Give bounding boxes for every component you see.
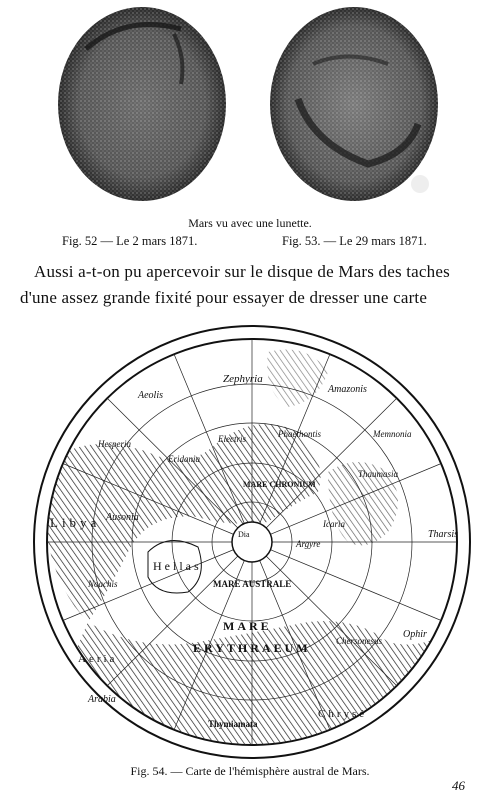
paragraph-line-1: Aussi a-t-on pu apercevoir sur le disque de Mars des taches — [34, 262, 450, 281]
paragraph-line-2: d'une assez grande fixité pour essayer de dresser une carte — [20, 288, 428, 307]
label-aeolis: Aeolis — [138, 390, 163, 401]
figure-54-caption: Fig. 54. — Carte de l'hémisphère austral de Mars. — [130, 764, 370, 778]
label-libya: Libya — [50, 515, 101, 530]
label-mare: MARE — [223, 619, 272, 633]
label-thymiamata: Thymiamata — [208, 719, 258, 729]
label-chersonesus: Chersonesus — [336, 636, 383, 646]
label-noachis: Noachis — [88, 579, 118, 589]
label-argyre: Argyre — [296, 539, 321, 549]
figure-53-caption: Fig. 53. — Le 29 mars 1871. — [282, 234, 427, 248]
label-arabia: Arabia — [88, 694, 116, 705]
label-amazonis: Amazonis — [328, 384, 367, 395]
label-ausonia: Ausonia — [106, 512, 139, 523]
label-electris: Electris — [218, 434, 246, 444]
figures-common-caption: Mars vu avec une lunette. — [188, 216, 312, 230]
label-dia: Dia — [238, 530, 250, 539]
label-erythraeum: ERYTHRAEUM — [193, 641, 311, 655]
figure-52-caption: Fig. 52 — Le 2 mars 1871. — [62, 234, 198, 248]
label-zephyria: Zephyria — [223, 373, 263, 385]
label-eridania: Eridania — [168, 454, 201, 464]
label-aeria: Aeria — [78, 653, 118, 665]
label-memnonia: Memnonia — [373, 429, 412, 439]
page-number: 46 — [452, 778, 465, 793]
label-hellas: Hellas — [153, 559, 202, 573]
label-phaethontis: Phaethontis — [278, 429, 321, 439]
label-mare-chronium: MARE CHRONIUM — [243, 480, 316, 489]
label-mare-australe: MARE AUSTRALE — [213, 579, 292, 589]
label-ophir: Ophir — [403, 629, 427, 640]
label-tharsis: Tharsis — [428, 529, 459, 540]
label-hesperia: Hesperia — [98, 439, 131, 449]
figure-53-disc — [268, 4, 440, 204]
mars-southern-hemisphere-map — [28, 322, 476, 762]
label-thaumasia: Thaumasia — [358, 469, 399, 479]
label-chryse: Chrysé — [318, 708, 368, 720]
label-icaria: Icaria — [323, 519, 345, 529]
figure-52-disc — [56, 4, 228, 204]
